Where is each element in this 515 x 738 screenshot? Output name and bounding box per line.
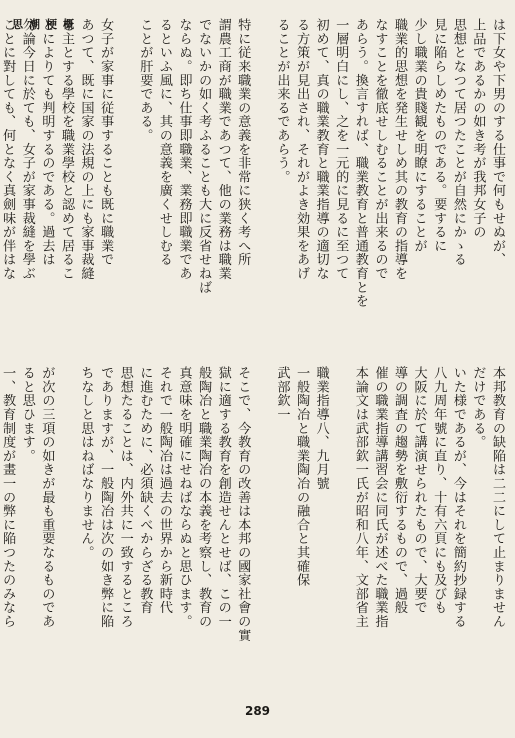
upper-text-column: ことに對しても、何となく真劍味が伴はな [0,18,16,281]
upper-text-column [252,18,272,351]
lower-text-column: 導の調査の趨勢を敷衍するもので、過般 [392,366,408,615]
lower-text-column [252,366,272,699]
lower-text-column: 真意味を明確にせねばならぬと思ひます。 [176,366,192,629]
lower-text-column: そこで、今教育の改善は本邦の國家社會の實 [235,366,251,642]
upper-text-column: ならぬ。即ち仕事即職業、業務即職業であ [176,18,192,281]
lower-text-column: でありますが、一般陶冶は次の如き弊に陥 [98,366,114,629]
upper-text-column: なすことを徹底せしむることが出来るので [372,18,388,281]
upper-text-column: 特に従来職業の意義を非常に狭く考へ所 [235,18,251,267]
upper-text-column: 思想となつて居つたことが自然にかゝる [450,18,466,267]
lower-text-column: ちなしと思はねばなりません。 [78,366,94,560]
upper-text-column: 女子が家事に従事することも既に職業で [98,18,114,267]
upper-text-column: は下女や下男のする仕事で何もせぬが、 [490,18,505,267]
lower-text-column: 大阪に於て講演せられたもので、大要で [411,366,427,615]
upper-text-column: 勿論今日に於ても、女子が家事裁縫を學ぶ [19,18,35,281]
upper-text-column: あつて、既に国家の法規の上にも家事裁縫 [78,18,94,281]
lower-text-column: 催の職業指導講習会に同氏が述べた職業指 [372,366,388,629]
upper-text-column: 少し職業の貴賤観を明瞭にすることが [411,18,427,253]
upper-text-column: を主とする學校を職業學校と認めて居るこ [58,18,74,281]
upper-text-column: るといふ風に、其の意義を廣くせしむる [156,18,172,267]
upper-text-column: あらう。換言すれば、職業教育と普通教育とを [352,18,368,308]
upper-text-column: とによりても判明するのである。過去は [39,18,55,267]
upper-text-column: 謂農工商が職業であつて、他の業務は職業 [215,18,231,281]
lower-text-column: 八九周年號に直り、十有六頁にも及びも [431,366,447,615]
upper-text-column: 見に陥らしめたものである。要するに [431,18,447,253]
lower-text-column: いた様であるが、今はそれを簡約抄録する [450,366,466,629]
upper-text-column [115,18,135,351]
lower-text-column: 獄に適する教育を創造せんとせば、この一 [215,366,231,629]
upper-text-column: る方策が見出され、それがよき効果をあげ [294,18,310,281]
lower-text-column: だけである。 [470,366,486,449]
upper-text-column: 初めて、真の職業教育と職業指導の適切な [313,18,329,281]
lower-text-block [0,366,507,699]
lower-text-column: 武部欽一 [274,366,290,422]
lower-text-column: 職業指導八、九月號 [313,366,329,491]
lower-text-column: 本論文は武部欽一氏が昭和八年、文部省主 [352,366,368,629]
upper-text-block [0,18,507,351]
lower-text-column: 思想たることは、内外共に一致するところ [117,366,133,629]
lower-text-column: 本邦教育の缺陥は二二にして止まりません [490,366,505,629]
upper-text-column: ることが出来るであらう。 [274,18,290,184]
lower-text-column [331,366,351,699]
page-number: 289 [244,704,271,718]
upper-text-column: 一層明白にし、之を一元的に見るに至つて [333,18,349,281]
lower-text-column: が次の三項の如きが最も重要なるものであ [39,366,55,629]
lower-text-column [56,366,76,699]
lower-text-column: に進むために、必須缺くべからざる教育 [137,366,153,615]
lower-text-column: 一般陶冶と職業陶冶の融合と其確保 [294,366,310,587]
lower-text-column: 般陶冶と職業陶冶の本義を考察し、教育の [196,366,212,629]
upper-text-column: でないかの如く考ふることも大に反省せねば [196,18,212,294]
upper-text-column: 職業的思想を発生せしめ其の教育の指導を [392,18,408,281]
lower-text-column: それで一般陶冶は過去の世界から新時代 [156,366,172,615]
lower-text-column: 一、教育制度が畫一の弊に陥つたのみなら [0,366,16,629]
upper-text-column: ことが肝要である。 [137,18,153,143]
running-header: 思潮梗概 [12,18,80,31]
lower-text-column: ると思ひます。 [19,366,35,463]
upper-text-column: 上品であるかの如き考が我邦女子の [470,18,486,239]
